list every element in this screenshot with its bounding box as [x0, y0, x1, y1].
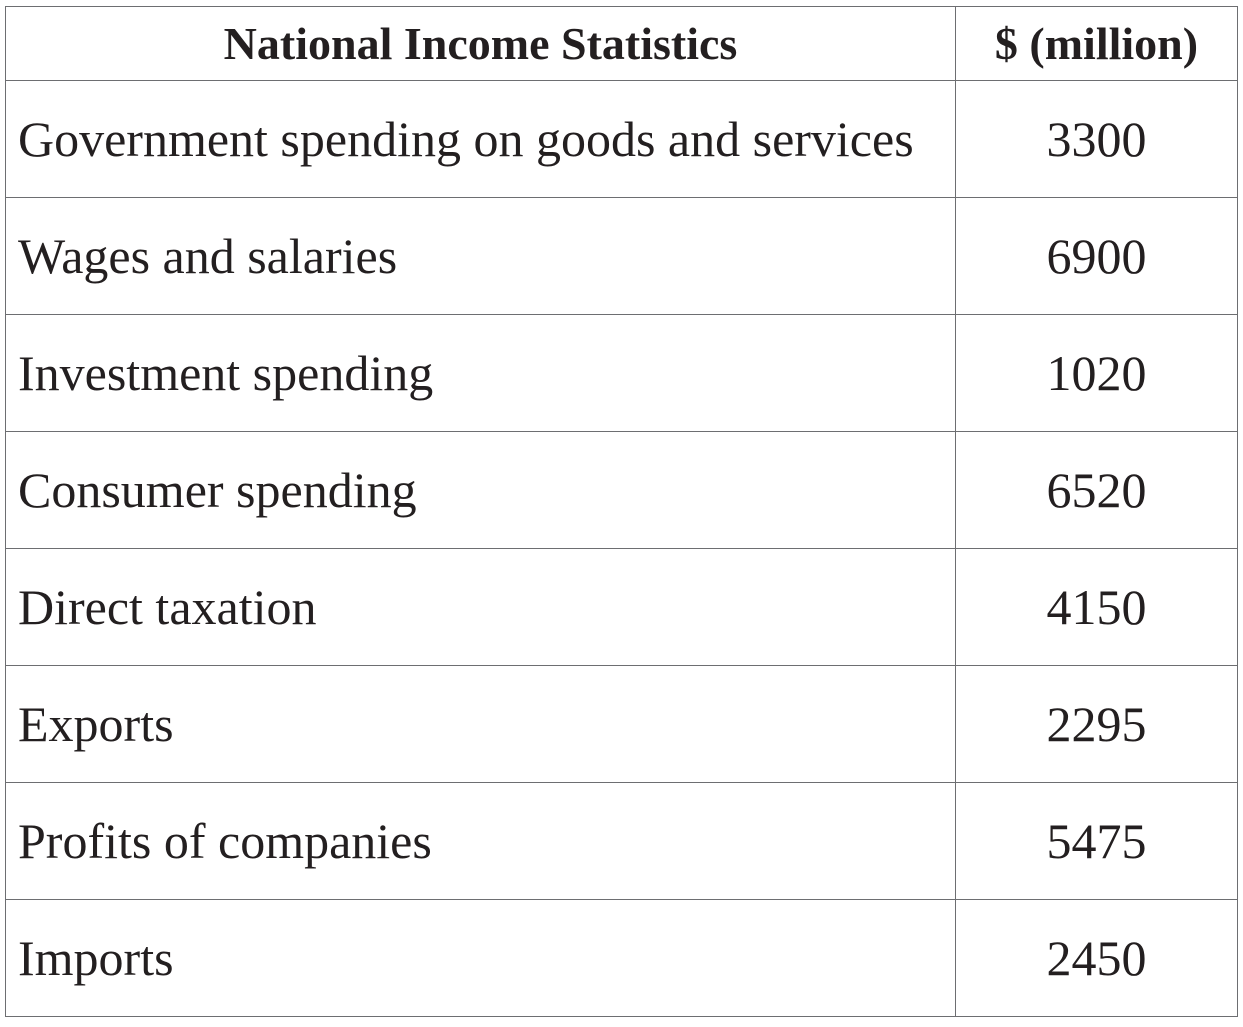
national-income-table — [5, 6, 1238, 1017]
row-label: Consumer spending — [6, 432, 956, 549]
table-row — [6, 900, 1238, 1017]
row-value: 5475 — [956, 783, 1238, 900]
row-label: Direct taxation — [6, 549, 956, 666]
column-header-statistic: National Income Statistics — [6, 7, 956, 81]
table-row — [6, 81, 1238, 198]
row-value: 2295 — [956, 666, 1238, 783]
row-value: 1020 — [956, 315, 1238, 432]
table-header-row — [6, 7, 1238, 81]
table-row — [6, 666, 1238, 783]
table-row — [6, 432, 1238, 549]
table-row — [6, 549, 1238, 666]
row-label: Profits of companies — [6, 783, 956, 900]
row-label: Government spending on goods and services — [6, 81, 956, 198]
row-value: 4150 — [956, 549, 1238, 666]
row-value: 3300 — [956, 81, 1238, 198]
row-label: Investment spending — [6, 315, 956, 432]
column-header-amount: $ (million) — [956, 7, 1238, 81]
row-value: 2450 — [956, 900, 1238, 1017]
table-row — [6, 315, 1238, 432]
row-value: 6520 — [956, 432, 1238, 549]
row-label: Exports — [6, 666, 956, 783]
row-value: 6900 — [956, 198, 1238, 315]
row-label: Wages and salaries — [6, 198, 956, 315]
row-label: Imports — [6, 900, 956, 1017]
table-row — [6, 198, 1238, 315]
table-row — [6, 783, 1238, 900]
